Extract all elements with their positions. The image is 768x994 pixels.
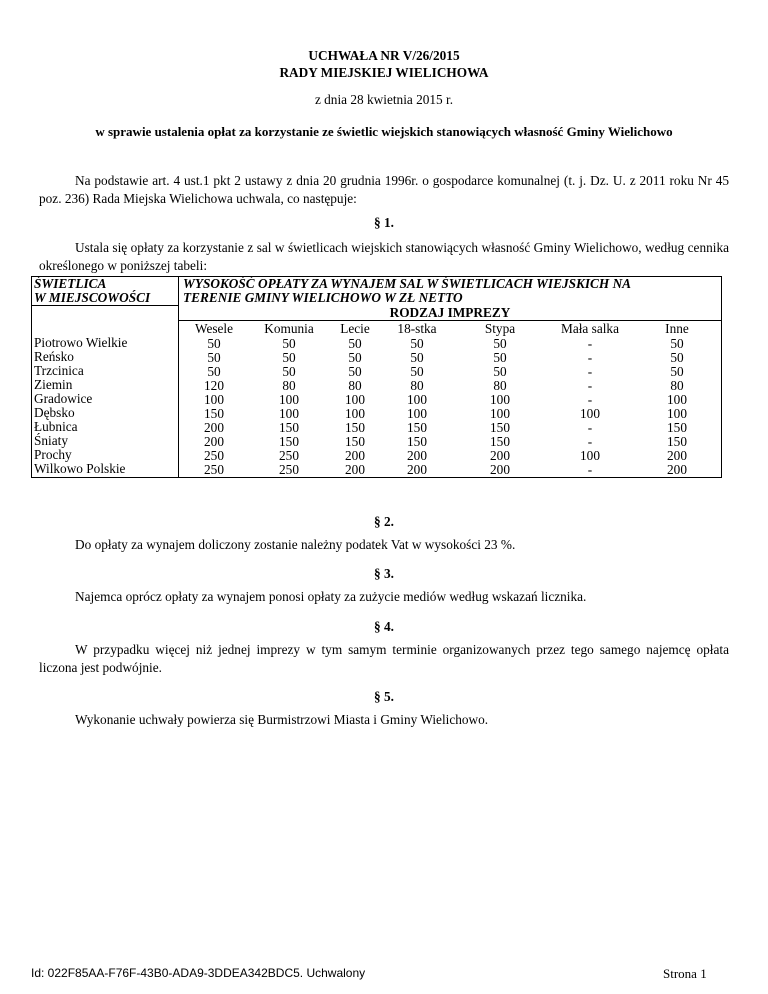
fee-cell: 200 <box>407 447 427 463</box>
fee-cell: 100 <box>345 405 365 421</box>
section-2-heading: § 2. <box>374 514 394 529</box>
village-name: Ziemin <box>34 377 73 392</box>
column-header: Komunia <box>264 320 314 336</box>
fee-cell: 200 <box>667 447 687 463</box>
fee-cell: 200 <box>204 419 224 435</box>
title-line-2: RADY MIEJSKIEJ WIELICHOWA <box>279 65 489 80</box>
section-1-text: Ustala się opłaty za korzystanie z sal w świetlicach wiejskich stanowiących własność Gminy Wielichowo, według cennika określonego w poniższej tabeli: <box>39 240 729 273</box>
resolution-subject: w sprawie ustalenia opłat za korzystanie ze świetlic wiejskich stanowiących własność Gminy Wielichowo <box>95 124 673 139</box>
column-header: Stypa <box>484 320 516 336</box>
village-name: Piotrowo Wielkie <box>34 335 128 350</box>
fee-cell: 50 <box>348 335 362 351</box>
fee-values <box>179 320 722 477</box>
fee-cell: 50 <box>493 349 507 365</box>
fee-cell: 200 <box>407 461 427 477</box>
section-3-text: Najemca oprócz opłaty za wynajem ponosi opłaty za zużycie mediów według wskazań licznika. <box>75 589 587 604</box>
section-3-heading: § 3. <box>374 566 394 581</box>
fee-cell: 100 <box>580 447 600 463</box>
fee-cell: 150 <box>490 419 510 435</box>
fee-cell: - <box>587 377 593 393</box>
column-header: 18-stka <box>397 320 437 336</box>
fee-cell: 100 <box>279 391 299 407</box>
fee-cell: 100 <box>667 391 687 407</box>
fee-cell: 50 <box>282 349 296 365</box>
fee-cell: 100 <box>667 405 687 421</box>
resolution-title <box>0 47 768 81</box>
fee-cell: 100 <box>407 391 427 407</box>
fee-cell: 150 <box>204 405 224 421</box>
fee-cell: 150 <box>490 433 510 449</box>
village-name: Śniaty <box>34 433 68 448</box>
fee-cell: 200 <box>667 461 687 477</box>
fee-cell: 50 <box>493 363 507 379</box>
fee-cell: 150 <box>279 419 299 435</box>
fee-cell: 100 <box>345 391 365 407</box>
fee-cell: 80 <box>670 377 684 393</box>
fee-cell: 100 <box>407 405 427 421</box>
fee-cell: - <box>587 363 593 379</box>
village-name: Trzcinica <box>34 363 84 378</box>
fee-cell: 100 <box>580 405 600 421</box>
fee-cell: 200 <box>490 461 510 477</box>
fee-cell: 150 <box>407 433 427 449</box>
column-header: Inne <box>665 320 689 336</box>
section-5-heading: § 5. <box>374 689 394 704</box>
fee-cell: 80 <box>493 377 507 393</box>
fee-cell: 50 <box>670 363 684 379</box>
fee-cell: 50 <box>207 335 221 351</box>
fee-cell: 150 <box>345 433 365 449</box>
section-4-text: W przypadku więcej niż jednej imprezy w tym samym terminie organizowanych przez tego samego najemcę opłata liczona jest podwójnie. <box>39 642 729 675</box>
fee-cell: 80 <box>410 377 424 393</box>
column-header: Mała salka <box>561 320 619 336</box>
fee-cell: 50 <box>493 335 507 351</box>
fee-cell: - <box>587 391 593 407</box>
fee-cell: 50 <box>670 335 684 351</box>
document-id: Id: 022F85AA-F76F-43B0-ADA9-3DDEA342BDC5. Uchwalony <box>31 966 366 980</box>
fee-cell: 50 <box>348 349 362 365</box>
fee-cell: 200 <box>345 447 365 463</box>
section-4-heading: § 4. <box>374 619 394 634</box>
column-header: Wesele <box>194 320 234 336</box>
village-name: Reńsko <box>34 349 74 364</box>
fee-cell: 250 <box>279 447 299 463</box>
village-name: Dębsko <box>34 405 75 420</box>
fee-cell: 50 <box>410 335 424 351</box>
village-name: Gradowice <box>34 391 93 406</box>
village-name: Wilkowo Polskie <box>34 461 126 476</box>
table-header-fee: WYSOKOŚĆ OPŁATY ZA WYNAJEM SAL W ŚWIETLICACH WIEJSKICH NA TERENIE GMINY WIELICHOWO W ZŁ NETTO <box>179 277 722 306</box>
fee-cell: 200 <box>345 461 365 477</box>
village-column <box>32 320 179 477</box>
section-5-text: Wykonanie uchwały powierza się Burmistrzowi Miasta i Gminy Wielichowo. <box>75 712 489 727</box>
fee-cell: 50 <box>410 349 424 365</box>
fee-cell: 150 <box>667 419 687 435</box>
fee-cell: 50 <box>207 363 221 379</box>
page-number: Strona 1 <box>663 966 707 981</box>
column-header: Lecie <box>340 320 370 336</box>
fee-cell: 100 <box>490 391 510 407</box>
village-name: Prochy <box>34 447 72 462</box>
village-name: Łubnica <box>34 419 78 434</box>
fee-cell: 100 <box>490 405 510 421</box>
fee-cell: 80 <box>348 377 362 393</box>
fee-cell: 100 <box>279 405 299 421</box>
fee-cell: 50 <box>207 349 221 365</box>
fee-cell: 250 <box>279 461 299 477</box>
fee-cell: 50 <box>282 363 296 379</box>
fee-cell: 50 <box>282 335 296 351</box>
fee-cell: 120 <box>204 377 224 393</box>
fee-cell: 250 <box>204 447 224 463</box>
fee-cell: - <box>587 461 593 477</box>
section-2-text: Do opłaty za wynajem doliczony zostanie należny podatek Vat w wysokości 23 %. <box>75 537 516 552</box>
preamble: Na podstawie art. 4 ust.1 pkt 2 ustawy z dnia 20 grudnia 1996r. o gospodarce komunalnej (t. j. Dz. U. z 2011 roku Nr 45 poz. 236) Rada Miejska Wielichowa uchwala, co następuje: <box>39 173 729 206</box>
fee-cell: 150 <box>345 419 365 435</box>
fee-cell: 50 <box>410 363 424 379</box>
fee-cell: - <box>587 419 593 435</box>
fee-cell: - <box>587 335 593 351</box>
fee-cell: 100 <box>204 391 224 407</box>
fee-cell: 200 <box>204 433 224 449</box>
fee-cell: 50 <box>348 363 362 379</box>
fee-cell: - <box>587 433 593 449</box>
table-header-village: ŚWIETLICA W MIEJSCOWOŚCI <box>32 277 179 306</box>
fee-cell: 150 <box>407 419 427 435</box>
fee-table <box>31 276 722 478</box>
resolution-date: z dnia 28 kwietnia 2015 r. <box>314 92 454 107</box>
section-1-heading: § 1. <box>374 215 394 230</box>
title-line-1: UCHWAŁA NR V/26/2015 <box>308 48 460 63</box>
fee-cell: 150 <box>279 433 299 449</box>
fee-cell: 200 <box>490 447 510 463</box>
fee-cell: - <box>587 349 593 365</box>
fee-cell: 50 <box>670 349 684 365</box>
event-type-label: RODZAJ IMPREZY <box>179 306 722 321</box>
fee-cell: 80 <box>282 377 296 393</box>
fee-cell: 150 <box>667 433 687 449</box>
fee-cell: 250 <box>204 461 224 477</box>
